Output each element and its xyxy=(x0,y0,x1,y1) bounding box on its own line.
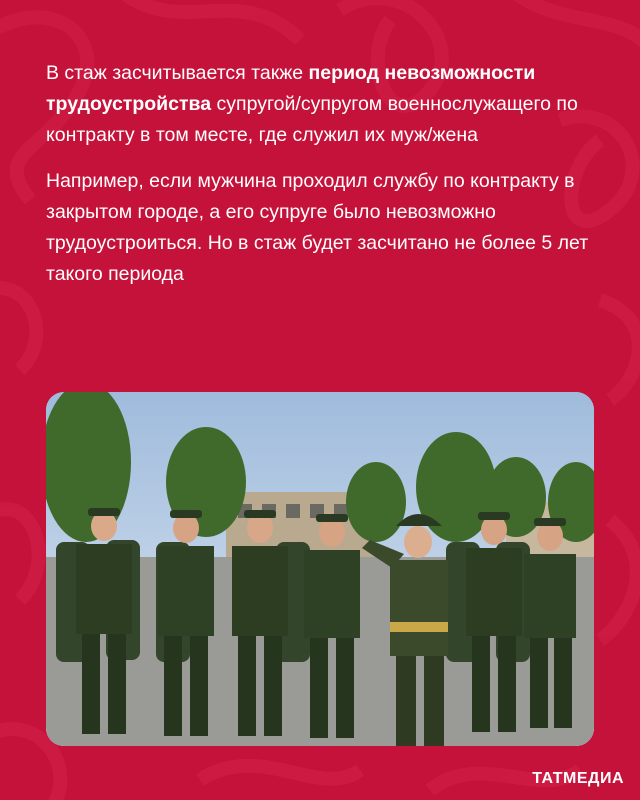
paragraph-1 xyxy=(46,58,606,151)
info-text xyxy=(46,58,606,305)
paragraph-1-lead: В стаж засчитывается также xyxy=(46,62,309,84)
brand-logo: ТАТМЕДИА xyxy=(532,770,624,787)
soldiers-parade-photo xyxy=(46,392,594,746)
paragraph-2: Например, если мужчина проходил службу по контракту в закрытом городе, а его супруге было невозможно трудоустроиться. Но в стаж будет засчитано не более 5 лет такого периода xyxy=(46,170,589,285)
paragraph-1-tail: супругой/супругом военнослужащего по контракту в том месте, где служил их муж/жена xyxy=(46,93,578,146)
paragraph-1-bold: период невозможности трудоустройства xyxy=(46,62,536,115)
